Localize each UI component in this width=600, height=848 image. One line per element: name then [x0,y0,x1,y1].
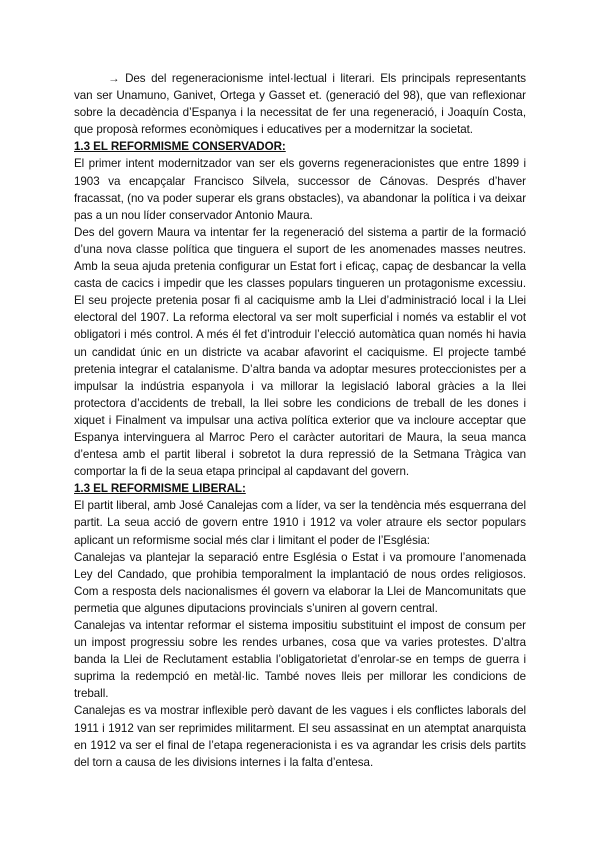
section-heading-conservador: 1.3 EL REFORMISME CONSERVADOR: [74,140,286,154]
paragraph-liberal-canalejas: El partit liberal, amb José Canalejas com a líder, va ser la tendència més esquerrana del partit. La seua acció de govern entre 1910 i 1912 va voler atraure els sector populars aplicant un reformisme social més clar i limitant el poder de l’Església: [74,499,526,547]
paragraph-conservador-maura: Des del govern Maura va intentar fer la regeneració del sistema a partir de la formació d’una nova classe política que tinguera el suport de les anomenades masses neutres. Amb la seua ajuda pretenia configurar un Estat fort i eficaç, capaç de desbancar la vella casta de cacics i impedir que les classes populars tingueren un protagonisme excessiu. El seu projecte pretenia posar fi al caciquisme amb la Llei d’administració local i la Llei electoral del 1907. La reforma electoral va ser molt superficial i només va establir el vot obligatori i més control. A més él fet d’introduir l’elecció automàtica quan només hi havia un candidat únic en un districte va acabar afavorint el caciquisme. El projecte també pretenia integrar el catalanisme. D’altra banda va adoptar mesures proteccionistes per a impulsar la indústria espanyola i va millorar la legislació laboral gràcies a la llei protectora d’accidents de treball, la llei sobre les condicions de treball de les dones i xiquet i Finalment va impulsar una activa política exterior que va incloure acceptar que Espanya intervinguera al Marroc Pero el caràcter autoritari de Maura, la seua manca d’entesa amb el partit liberal i sobretot la dura repressió de la Setmana Tràgica van comportar la fi de la seua etapa principal al capdavant del govern. [74,225,526,479]
section-heading-liberal: 1.3 EL REFORMISME LIBERAL: [74,482,246,496]
paragraph-liberal-candado: Canalejas va plantejar la separació entre Església o Estat i va promoure l’anomenada Ley del Candado, que prohibia temporalment la implantació de nous ordes religiosos. Com a resposta dels nacionalismes él govern va elaborar la Llei de Mancomunitats que permetia que algunes diputacions provincials s’uniren al govern central. [74,550,526,615]
paragraph-liberal-impostos: Canalejas va intentar reformar el sistema impositiu substituint el impost de consum per un impost progressiu sobre les rendes urbanes, cosa que va varies protestes. D’altra banda la Llei de Reclutament establia l’obligatorietat d’enrolar-se en temps de guerra i suprima la redempció en metàl·lic. També noves lleis per millorar les condicions de treball. [74,619,526,701]
intro-paragraph: → Des del regeneracionisme intel·lectual i literari. Els principals representants van ser Unamuno, Ganivet, Ortega y Gasset et. (generació del 98), que van reflexionar sobre la decadència d’Espanya i la necessitat de fer una regeneració, i Joaquín Costa, que proposà reformes econòmiques i educatives per a modernitzar la societat. [74,72,526,137]
document-page [74,70,526,771]
paragraph-conservador-silvela: El primer intent modernitzador van ser els governs regeneracionistes que entre 1899 i 1903 va encapçalar Francisco Silvela, successor de Cánovas. Després d’haver fracassat, (no va poder superar els grans obstacles), va abandonar la política i va deixar pas a un nou líder conservador Antonio Maura. [74,157,526,222]
paragraph-liberal-vagues: Canalejas es va mostrar inflexible però davant de les vagues i els conflictes laborals del 1911 i 1912 van ser reprimides militarment. El seu assassinat en un atemptat anarquista en 1912 va ser el final de l’etapa regeneracionista i es va agrandar les crisis dels partits del torn a causa de les divisions internes i la falta d’entesa. [74,704,526,769]
